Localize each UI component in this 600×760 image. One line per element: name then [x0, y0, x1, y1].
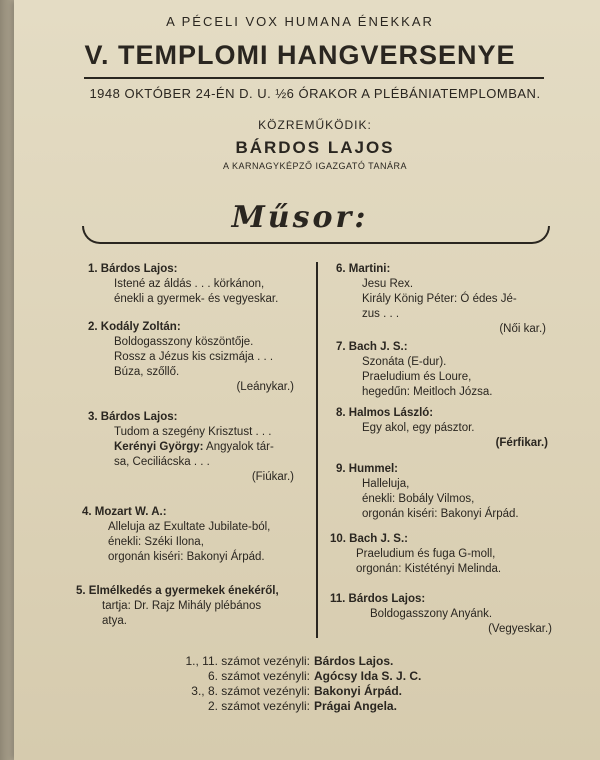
- program-item-6: [336, 262, 546, 337]
- item-heading: 9. Hummel:: [336, 463, 398, 475]
- concert-date: 1948 OKTÓBER 24-ÉN D. U. ½6 ÓRAKOR A PLÉBÁNIATEMPLOMBAN.: [89, 86, 541, 101]
- item-line: Király König Péter: Ó édes Jé-: [362, 293, 517, 305]
- conductor-label: 6. számot vezényli:: [207, 669, 310, 683]
- item-heading: 7. Bach J. S.:: [336, 341, 408, 353]
- program-item-7: [336, 340, 546, 400]
- concert-title: V. TEMPLOMI HANGVERSENYE: [84, 40, 516, 70]
- item-line: Boldogasszony köszöntője.: [114, 336, 254, 348]
- item-line: Boldogasszony Anyánk.: [370, 608, 493, 620]
- choir-name: A PÉCELI VOX HUMANA ÉNEKKAR: [166, 14, 434, 29]
- item-voice-tag: (Leánykar.): [236, 381, 294, 393]
- item-line: Egy akol, egy pásztor.: [362, 422, 475, 434]
- item-line: Angyalok tár-: [203, 441, 274, 453]
- conductor-line-4: [168, 699, 397, 714]
- item-line: zus . . .: [362, 308, 400, 320]
- item-line: hegedűn: Meitloch Józsa.: [362, 386, 493, 398]
- program-heading: Műsor:: [231, 200, 369, 235]
- program-heading-rule: [82, 226, 550, 244]
- conductor-line-1: [168, 654, 393, 669]
- item-heading: 1. Bárdos Lajos:: [88, 263, 178, 275]
- item-line: Rossz a Jézus kis csizmája . . .: [114, 351, 274, 363]
- program-item-2: [88, 320, 294, 395]
- performer-title: A KARNAGYKÉPZŐ IGAZGATÓ TANÁRA: [222, 161, 408, 171]
- conductor-label: 2. számot vezényli:: [207, 699, 310, 713]
- item-line: orgonán: Kistétényi Melinda.: [356, 563, 502, 575]
- featured-performer: BÁRDOS LAJOS: [235, 138, 395, 157]
- item-heading: 10. Bach J. S.:: [330, 533, 408, 545]
- item-heading: 2. Kodály Zoltán:: [88, 321, 181, 333]
- item-voice-tag: (Vegyeskar.): [488, 623, 552, 635]
- program-item-8: [336, 406, 548, 451]
- item-line: Jesu Rex.: [362, 278, 414, 290]
- program-item-9: [336, 462, 550, 522]
- item-line: énekli: Bobály Vilmos,: [362, 493, 475, 505]
- item-line: tartja: Dr. Rajz Mihály plébános: [102, 600, 262, 612]
- conductor-line-3: [168, 684, 402, 699]
- item-line: Tudom a szegény Krisztust . . .: [114, 426, 272, 438]
- item-line: Istené az áldás . . . körkánon,: [114, 278, 265, 290]
- item-line: Búza, szőllő.: [114, 366, 180, 378]
- conductor-name: Bakonyi Árpád.: [314, 684, 403, 698]
- item-line: orgonán kiséri: Bakonyi Árpád.: [108, 551, 265, 563]
- column-divider: [316, 262, 318, 638]
- item-line: Praeludium és Loure,: [362, 371, 472, 383]
- item-voice-tag: (Fiúkar.): [251, 471, 294, 483]
- item-line: énekli a gyermek- és vegyeskar.: [114, 293, 279, 305]
- item-line: Szonáta (E-dur).: [362, 356, 447, 368]
- featuring-label: KÖZREMŰKÖDIK:: [258, 118, 372, 132]
- conductor-label: 3., 8. számot vezényli:: [191, 684, 310, 698]
- item-line: sa, Ceciliácska . . .: [114, 456, 210, 468]
- item-heading: 4. Mozart W. A.:: [82, 506, 167, 518]
- item-line: orgonán kiséri: Bakonyi Árpád.: [362, 508, 519, 520]
- program-item-11: [330, 592, 552, 637]
- conductor-name: Prágai Angela.: [314, 699, 397, 713]
- item-composer: Kerényi György:: [114, 441, 204, 453]
- item-heading: 8. Halmos László:: [336, 407, 434, 419]
- item-line: Halleluja,: [362, 478, 410, 490]
- item-line: Alleluja az Exultate Jubilate-ból,: [108, 521, 271, 533]
- page-edge: [0, 0, 14, 760]
- item-heading: 3. Bárdos Lajos:: [88, 411, 178, 423]
- item-heading: 6. Martini:: [336, 263, 391, 275]
- program-item-4: [82, 505, 302, 565]
- item-heading: 11. Bárdos Lajos:: [330, 593, 426, 605]
- program-item-1: [88, 262, 294, 307]
- item-heading: 5. Elmélkedés a gyermekek énekéről,: [76, 585, 279, 597]
- conductor-line-2: [168, 669, 421, 684]
- item-line: atya.: [102, 615, 127, 627]
- item-line: énekli: Széki Ilona,: [108, 536, 204, 548]
- conductor-label: 1., 11. számot vezényli:: [185, 654, 310, 668]
- program-item-10: [330, 532, 550, 577]
- conductor-name: Agócsy Ida S. J. C.: [314, 669, 422, 683]
- title-underline: [84, 77, 544, 79]
- program-item-5: [76, 584, 308, 629]
- item-line: Praeludium és fuga G-moll,: [356, 548, 496, 560]
- item-voice-tag: (Férfikar.): [495, 437, 548, 449]
- item-voice-tag: (Női kar.): [499, 323, 546, 335]
- program-item-3: [88, 410, 294, 485]
- conductor-name: Bárdos Lajos.: [314, 654, 394, 668]
